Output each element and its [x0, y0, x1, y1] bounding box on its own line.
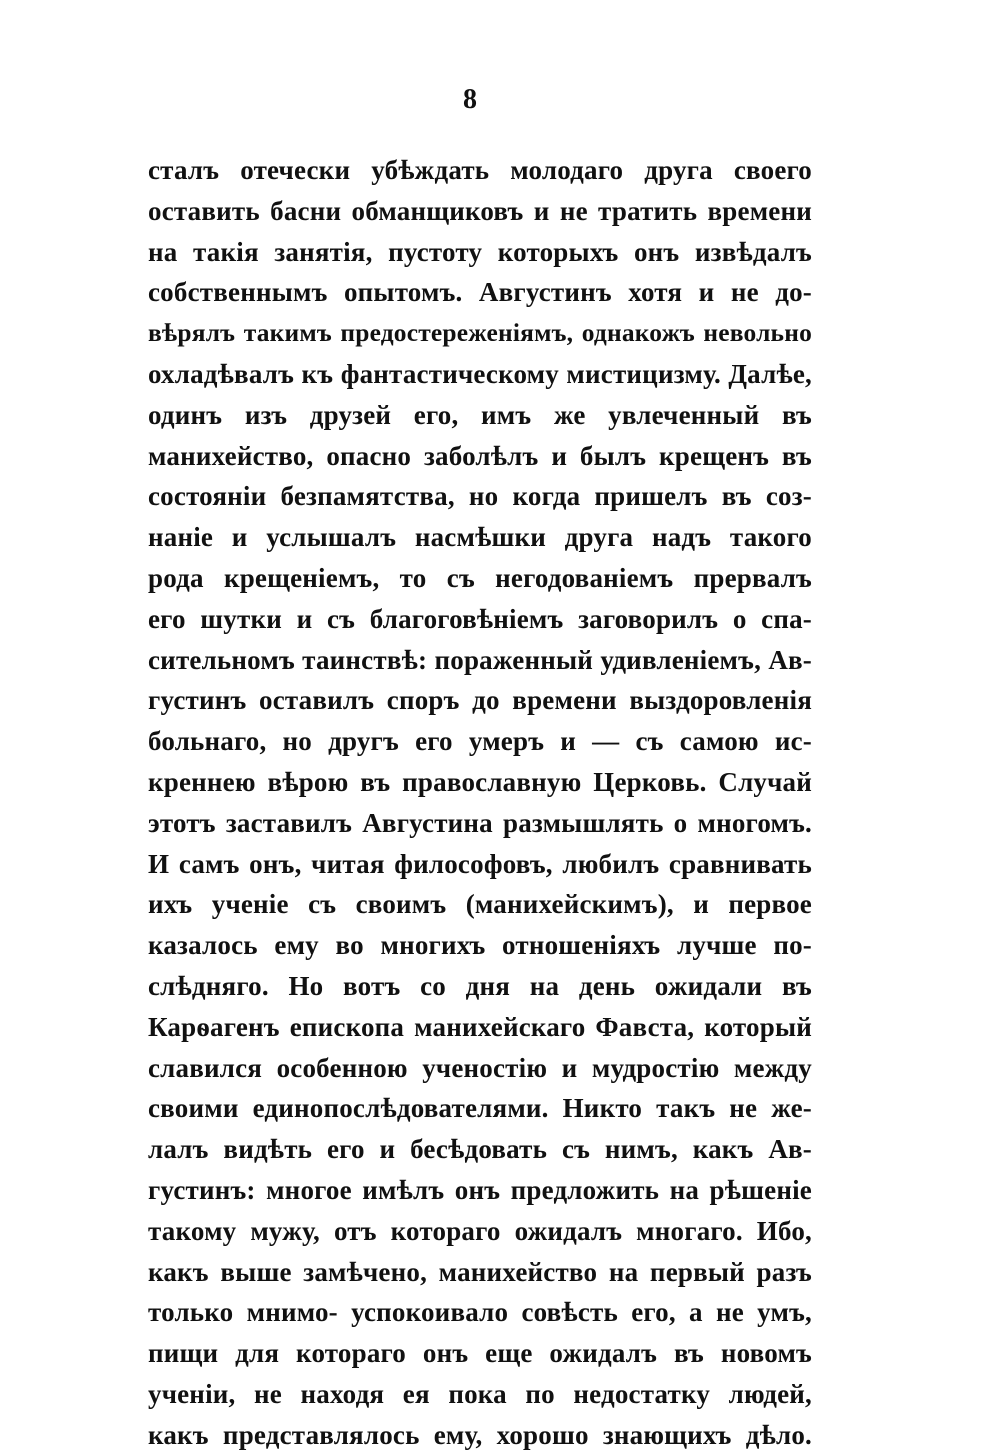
text-line-content: пищи для котораго онъ еще ожидалъ въ новомъ [148, 1338, 812, 1369]
text-line [148, 680, 812, 721]
text-line [148, 1211, 812, 1252]
text-line-content: состояніи безпамятства, но когда пришелъ въ соз- [148, 481, 812, 512]
text-line [148, 1292, 812, 1333]
text-line [148, 966, 812, 1007]
text-line [148, 191, 812, 232]
text-line [148, 150, 812, 191]
text-line-content: на такія занятія, пустоту которыхъ онъ извѣдалъ [148, 236, 812, 267]
text-line [148, 1129, 812, 1170]
text-line [148, 1048, 812, 1089]
body-text [148, 150, 812, 1456]
text-line [148, 884, 812, 925]
text-line-content: этотъ заставилъ Августина размышлять о многомъ. [148, 807, 812, 838]
text-line-content: наніе и услышалъ насмѣшки друга надъ такого [148, 522, 812, 553]
text-line-content: какъ представлялось ему, хорошо знающихъ дѣло. [148, 1419, 812, 1450]
text-line-content: славился особенною ученостію и мудростію между [148, 1052, 812, 1083]
text-line-content: лалъ видѣть его и бесѣдовать съ нимъ, какъ Ав- [148, 1134, 812, 1165]
text-line [148, 803, 812, 844]
text-line-content: креннею вѣрою въ православную Церковь. Случай [148, 766, 812, 797]
text-line-content: собственнымъ опытомъ. Августинъ хотя и не до- [148, 277, 812, 308]
text-line-content: охладѣвалъ къ фантастическому мистицизму. Далѣе, [148, 358, 812, 389]
text-line [148, 762, 812, 803]
text-line [148, 558, 812, 599]
text-line [148, 272, 812, 313]
text-line [148, 721, 812, 762]
text-line [148, 1252, 812, 1293]
text-line-content: одинъ изъ друзей его, имъ же увлеченный въ [148, 399, 812, 430]
text-line-content: какъ выше замѣчено, манихейство на первый разъ [148, 1256, 812, 1287]
text-line [148, 354, 812, 395]
text-line [148, 436, 812, 477]
text-line-content: ихъ ученіе съ своимъ (манихейскимъ), и первое [148, 889, 812, 920]
text-line-content: вѣрялъ такимъ предостереженіямъ, однакожъ невольно [148, 318, 812, 348]
text-line-content: ученіи, не находя ея пока по недостатку людей, [148, 1378, 812, 1409]
text-line [148, 1333, 812, 1374]
text-line [148, 232, 812, 273]
text-line-content: его шутки и съ благоговѣніемъ заговорилъ о спа- [148, 603, 812, 634]
text-line-content: манихейство, опасно заболѣлъ и былъ крещенъ въ [148, 440, 812, 471]
text-line-content: сительномъ таинствѣ: пораженный удивленіемъ, Ав- [148, 644, 812, 675]
text-line-content: Карѳагенъ епископа манихейскаго Фавста, который [148, 1011, 812, 1042]
text-line-content: только мнимо- успокоивало совѣсть его, а не умъ, [148, 1297, 812, 1328]
text-line [148, 1415, 812, 1456]
text-line-content: слѣдняго. Но вотъ со дня на день ожидали въ [148, 970, 812, 1001]
text-line [148, 925, 812, 966]
text-line-content: густинъ оставилъ споръ до времени выздоровленія [148, 685, 812, 716]
text-line-content: густинъ: многое имѣлъ онъ предложить на рѣшеніе [148, 1174, 812, 1205]
page-number-text: 8 [463, 84, 477, 115]
text-line [148, 1170, 812, 1211]
text-line [148, 1088, 812, 1129]
text-line-content: своими единопослѣдователями. Никто такъ не же- [148, 1093, 812, 1124]
text-line [148, 476, 812, 517]
text-line [148, 517, 812, 558]
text-line [148, 599, 812, 640]
text-line-content: рода крещеніемъ, то съ негодованіемъ прервалъ [148, 562, 812, 593]
text-line-content: больнаго, но другъ его умеръ и — съ самою ис- [148, 726, 812, 757]
text-line-content: И самъ онъ, читая философовъ, любилъ сравнивать [148, 848, 812, 879]
text-line-content: оставить басни обманщиковъ и не тратить времени [148, 195, 812, 226]
page-number [0, 84, 1000, 116]
text-line [148, 844, 812, 885]
text-line-content: сталъ отечески убѣждать молодаго друга своего [148, 155, 812, 185]
text-line [148, 1007, 812, 1048]
text-line [148, 640, 812, 681]
text-line-content: такому мужу, отъ котораго ожидалъ многаго. Ибо, [148, 1215, 812, 1246]
text-line [148, 1374, 812, 1415]
text-line [148, 313, 812, 354]
text-line-content: казалось ему во многихъ отношеніяхъ лучше по- [148, 930, 812, 961]
text-line [148, 395, 812, 436]
